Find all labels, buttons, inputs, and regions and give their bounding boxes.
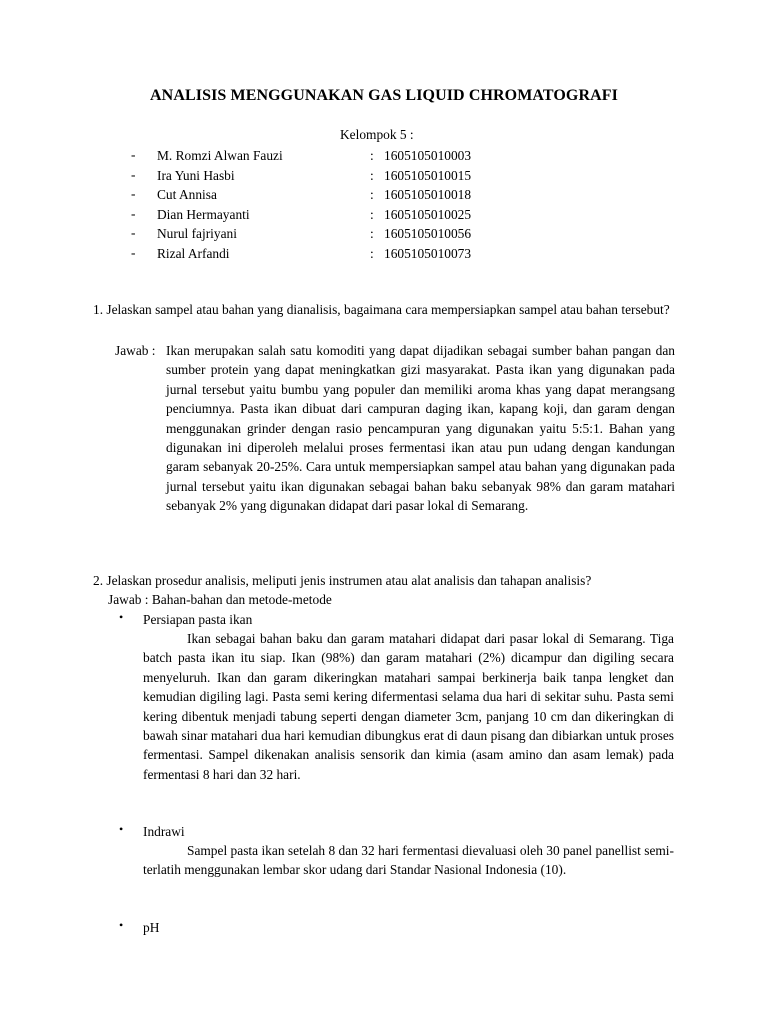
list-item-text: Sampel pasta ikan setelah 8 dan 32 hari fermentasi dievaluasi oleh 30 panel panellist semi-terlatih menggunakan lembar skor udang dari Standar Nasional Indonesia (10). — [143, 843, 674, 878]
member-name: Cut Annisa — [157, 187, 217, 202]
member-colon: : — [370, 148, 374, 163]
member-colon: : — [370, 245, 374, 261]
member-nim: 1605105010003 — [384, 148, 472, 163]
answer-1-text: Ikan merupakan salah satu komoditi yang dapat dijadikan sebagai sumber bahan pangan dan sumber protein yang dapat meningkatkan gizi masyarakat. Pasta ikan yang digunakan pada jurnal tersebut yaitu bumbu yang populer dan memiliki aroma khas yang dapat merangsang penciumnya. Pasta ikan dibuat dari campuran daging ikan, kapang koji, dan garam dengan menggunakan grinder dengan rasio pencampuran yang digunakan yaitu 5:5:1. Bahan yang digunakan ini diperoleh melalui proses fermentasi ikan atau pun udang dengan kandungan garam sebanyak 20-25%. Cara untuk mempersiapkan sampel atau bahan yang digunakan pada jurnal tersebut yaitu ikan digunakan sebagai bahan baku sebanyak 98% dan garam matahari sebanyak 2% yang digunakan didapat dari pasar lokal di Semarang. — [166, 343, 675, 514]
member-name: Ira Yuni Hasbi — [157, 167, 235, 183]
list-dash: - — [131, 147, 136, 162]
bullet-icon: • — [119, 822, 124, 836]
member-name: Dian Hermayanti — [157, 206, 250, 222]
question-1-text: 1. Jelaskan sampel atau bahan yang dianalisis, bagaimana cara mempersiapkan sampel atau bahan tersebut? — [93, 302, 670, 317]
list-item-title: Persiapan pasta ikan — [143, 612, 253, 627]
list-dash: - — [131, 166, 136, 182]
member-row — [0, 166, 768, 186]
member-nim: 1605105010018 — [384, 187, 472, 202]
list-item-title: pH — [143, 920, 160, 935]
list-dash: - — [131, 225, 136, 240]
answer-1 — [115, 341, 675, 516]
member-nim: 1605105010015 — [384, 167, 472, 183]
member-colon: : — [370, 206, 374, 222]
member-row — [0, 244, 768, 264]
member-nim: 1605105010025 — [384, 206, 472, 222]
member-row — [0, 205, 768, 225]
member-list — [0, 146, 768, 263]
list-item-body — [143, 629, 674, 784]
group-label: Kelompok 5 : — [340, 127, 414, 142]
member-colon: : — [370, 226, 374, 241]
list-item-text: Ikan sebagai bahan baku dan garam matahari didapat dari pasar lokal di Semarang. Tiga batch pasta ikan itu siap. Ikan (98%) dan garam matahari (2%) dicampur dan digiling secara menyeluruh. Ikan dan garam dikeringkan matahari sampai berkinerja baik tanpa lengket dan kemudian digiling lagi. Pasta semi kering difermentasi selama dua hari di sekitar suhu. Pasta semi kering dibentuk menjadi tabung seperti dengan diameter 3cm, panjang 10 cm dan dikeringkan di bawah sinar matahari dua hari kemudian dibungkus erat di daun pisang dan dibiarkan untuk proses fermentasi. Sampel dikenakan analisis sensorik dan kimia (asam amino dan asam lemak) pada fermentasi 8 hari dan 32 hari. — [143, 631, 674, 782]
member-colon: : — [370, 167, 374, 183]
member-row — [0, 185, 768, 205]
member-nim: 1605105010073 — [384, 245, 472, 261]
answer-2-intro: Jawab : Bahan-bahan dan metode-metode — [108, 592, 332, 607]
member-name: Nurul fajriyani — [157, 226, 237, 241]
member-row — [0, 146, 768, 166]
member-nim: 1605105010056 — [384, 226, 472, 241]
document-title: ANALISIS MENGGUNAKAN GAS LIQUID CHROMATOGRAFI — [150, 87, 618, 104]
list-item-title: Indrawi — [143, 824, 185, 839]
question-1 — [93, 300, 675, 319]
list-dash: - — [131, 205, 136, 221]
list-item-body — [143, 841, 674, 880]
member-colon: : — [370, 187, 374, 202]
member-row — [0, 224, 768, 244]
bullet-icon: • — [119, 610, 124, 624]
member-name: M. Romzi Alwan Fauzi — [157, 148, 283, 163]
question-2-text: 2. Jelaskan prosedur analisis, meliputi jenis instrumen atau alat analisis dan tahapan analisis? — [93, 573, 592, 588]
member-name: Rizal Arfandi — [157, 245, 230, 261]
list-dash: - — [131, 244, 136, 260]
answer-1-label: Jawab : — [115, 343, 156, 358]
list-dash: - — [131, 186, 136, 201]
bullet-icon: • — [119, 918, 124, 932]
